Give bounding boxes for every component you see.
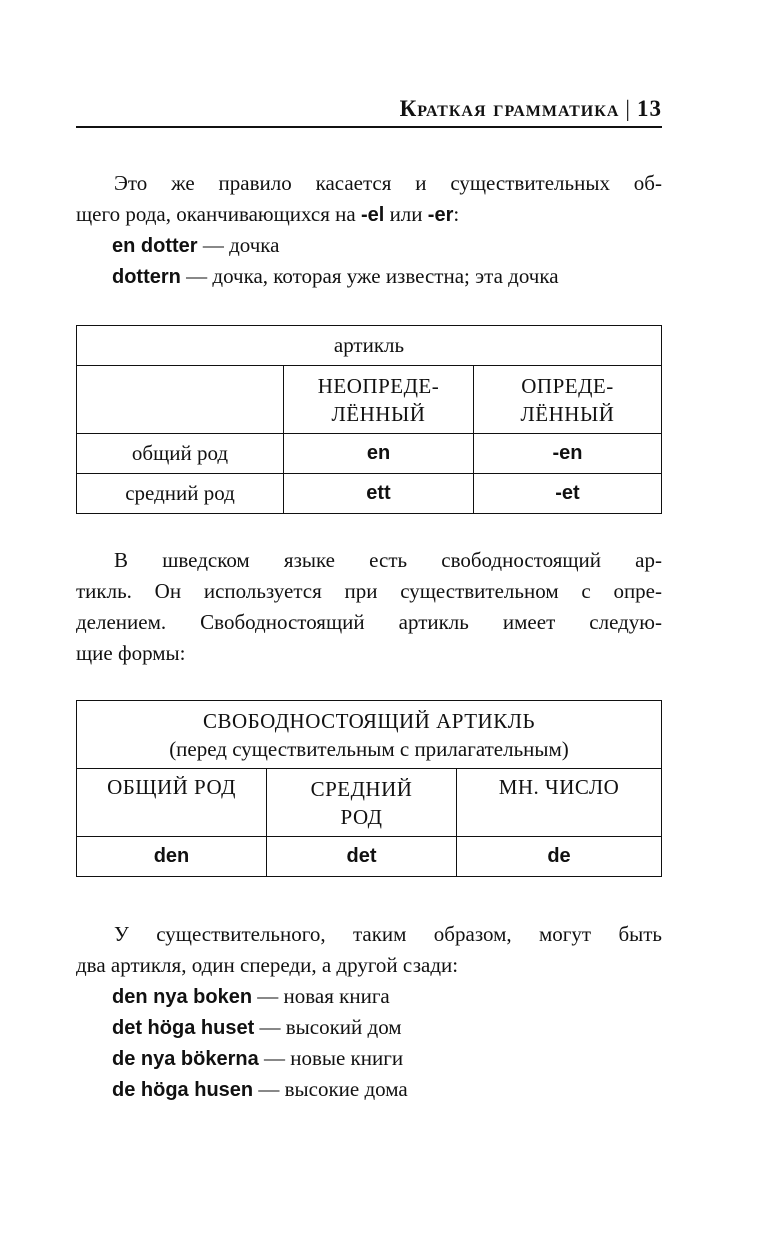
swedish-term: en dotter [112,235,198,257]
swedish-term: den nya boken [112,986,253,1008]
suffix-el: -el [360,204,385,226]
header-line: РОД [340,804,383,829]
table-title: СВОБОДНОСТОЯЩИЙ АРТИКЛЬ [202,708,536,733]
suffix-er: -er [427,204,454,226]
page-header [76,92,662,128]
indefinite-cell: ett [284,474,474,514]
paragraph-2 [76,545,662,669]
example-line [112,981,390,1013]
text-run: : [453,202,460,226]
article-neuter: det [267,837,457,877]
article-table [76,325,662,514]
empty-cell [77,366,284,434]
header-line: ОПРЕДЕ- [521,373,614,398]
paragraph-1 [76,168,662,231]
example-line [112,1043,403,1075]
paragraph-line: В шведском языке есть свободностоящий ар- [114,548,662,572]
header-separator: | [625,96,631,121]
paragraph-line: два артикля, один спереди, а другой сзади: [76,953,459,977]
row-label: общий род [77,434,284,474]
header-line: ЛЁННЫЙ [520,401,615,426]
translation: — новая книга [252,984,390,1008]
example-line [112,1012,402,1044]
swedish-term: de höga husen [112,1079,254,1101]
row-label: средний род [77,474,284,514]
header-indefinite [284,366,474,434]
paragraph-3 [76,919,662,981]
translation: — дочка, которая уже известна; эта дочка [180,264,559,288]
indefinite-cell: en [284,434,474,474]
header-line: СРЕДНИЙ [310,776,413,801]
article-plural: de [457,837,662,877]
header-definite [474,366,662,434]
text-run: щего рода, оканчивающихся на [76,202,361,226]
paragraph-line: тикль. Он используется при существительном с опре- [76,579,662,603]
header-line: НЕОПРЕДЕ- [317,373,440,398]
table-row [77,434,662,474]
table-caption: артикль [77,326,662,366]
example-line [112,261,559,293]
paragraph-line [76,199,662,231]
translation: — высокий дом [254,1015,402,1039]
swedish-term: det höga huset [112,1017,255,1039]
header-plural: МН. ЧИСЛО [457,769,662,837]
definite-cell: -en [474,434,662,474]
running-title: Краткая грамматика [399,96,620,121]
example-line [112,1074,408,1106]
free-article-table [76,700,662,877]
paragraph-line: Это же правило касается и существительных об- [114,171,662,195]
swedish-term: de nya bökerna [112,1048,259,1070]
header-line: ЛЁННЫЙ [331,401,426,426]
table-row [77,474,662,514]
page-number: 13 [637,96,662,121]
header-common-gender: ОБЩИЙ РОД [77,769,267,837]
table-subtitle: (перед существительным с прилагательным) [169,736,569,761]
paragraph-line: У существительного, таким образом, могут быть [114,922,662,946]
example-line [112,230,279,262]
translation: — высокие дома [253,1077,408,1101]
header-neuter-gender [267,769,457,837]
article-common: den [77,837,267,877]
translation: — дочка [197,233,280,257]
paragraph-line: щие формы: [76,641,186,665]
table-row [77,837,662,877]
table-title-cell [77,701,662,769]
text-run: или [384,202,428,226]
swedish-term: dottern [112,266,181,288]
translation: — новые книги [258,1046,404,1070]
definite-cell: -et [474,474,662,514]
paragraph-line: делением. Свободностоящий артикль имеет следую- [76,610,662,634]
